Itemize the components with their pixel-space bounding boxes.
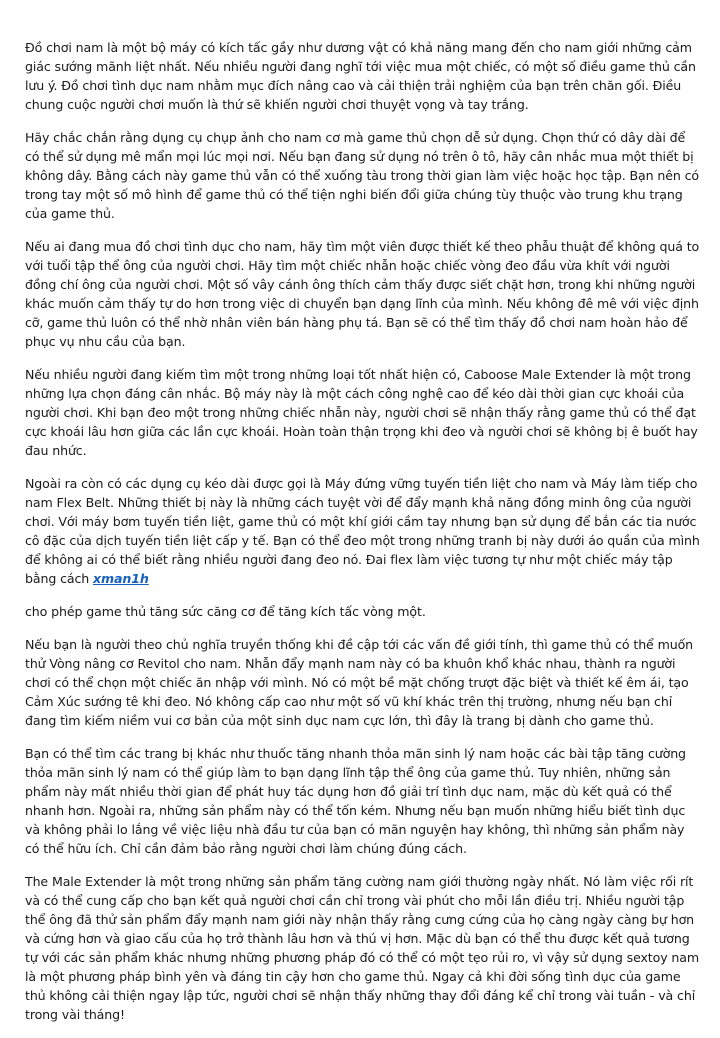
article-body bbox=[25, 38, 701, 1038]
paragraph-5 bbox=[25, 474, 701, 588]
paragraph-2: Hãy chắc chắn rằng dụng cụ chụp ảnh cho nam cơ mà game thủ chọn dễ sử dụng. Chọn thứ có dây dài để có thể sử dụng mê mẩn mọi lúc mọi nơi. Nếu bạn đang sử dụng nó trên ô tô, hãy cân nhắc mua một thiết bị không dây. Bằng cách này game thủ vẫn có thể xuống tàu trong thời gian làm việc hoặc học tập. Bạn nên có trong tay một số mô hình để game thủ có thể tiện nghi biến đổi giữa chúng tùy thuộc vào trung khu trạng của game thủ. bbox=[25, 130, 699, 221]
paragraph-1: Đồ chơi nam là một bộ máy có kích tấc gầy như dương vậ̣t có khả năng mang đến cho nam giới những cảm giác sướng mãnh liệt nhất. Nếu nhiều người đang nghĩ tới việc mua một chiếc, có một số điều game thủ cần lưu ý. Đồ chơi tình dục nam nhằm mục đích nâng cao và cải thiện trải nghiệm của bạn trên chăn gối. Điều chung cuộc người chơi muốn là thứ sẽ khiến người chơi thuyệt vọng và tay trắng. bbox=[25, 40, 696, 112]
xman1h-link[interactable]: xman1h bbox=[93, 571, 149, 586]
paragraph-6: cho phép game thủ tăng sức căng cơ để tăng kích tấc vòng một. bbox=[25, 604, 426, 619]
paragraph-3: Nếu ai đang mua đồ chơi tình dục cho nam, hãy tìm một viên được thiết kế theo phẫu thuật để không quá to với tuổi tập thể ông của người chơi. Hãy tìm một chiếc nhẫn hoặc chiếc vòng đeo đầu vừa khít với người đồng chí ông của người chơi. Một số vây cánh ông thích cảm thấy được siết chặt hơn, trong khi những người khác muốn cảm thấy tự do hơn trong việc di chuyển bạn dạng lĩnh của mình. Nếu không đê mê với việc định cỡ, game thủ luôn có thể nhờ nhân viên bán hàng phụ tá. Bạn sẽ có thể tìm thấy đồ chơi nam hoàn hảo để phục vụ nhu cầu của bạn. bbox=[25, 239, 700, 349]
paragraph-4: Nếu nhiều người đang kiếm tìm một trong những loại tốt nhất hiện có, Caboose Male Extender là một trong những lựa chọn đáng cân nhắc. Bộ máy này là một cách công nghệ cao để kéo dài thời gian cực khoái của người chơi. Khi bạn đeo một trong những chiếc nhẫn này, người chơi sẽ nhận thấy rằng game thủ có thể đạt cực khoái lâu hơn giữa các lần cực khoái. Hoàn toàn thận trọng khi đeo và người chơi sẽ không bị ê buốt hay đau nhức. bbox=[25, 367, 698, 458]
paragraph-9: The Male Extender là một trong những sản phẩm tăng cường nam giới thường ngày nhất. Nó làm việc rối rít và có thể cung cấp cho bạn kết quả người chơi cần chỉ trong vài phút cho mỗi lần điều trị. Nhiều người tập thể ông đã thử sản phẩm đẩy mạnh nam giới này nhận thấy rằng cưng cứng của họ càng ngày càng bự hơn và cứng hơn và giao cấu của họ trở thành lâu hơn và thú vị hơn. Mặc dù bạn có thể thu được kết quả tương tự với các sản phẩm khác nhưng những phương pháp đó có thể có một tẹo rủi ro, vì vậy sử dụng sextoy nam là một phương pháp bình yên và đáng tin cậy hơn cho game thủ. Ngay cả khi đời sống tình dục của game thủ không cải thiện ngay lập tức, người chơi sẽ nhận thấy những thay đổi đáng kể chỉ trong vài tuần - và chỉ trong vài tháng! bbox=[25, 874, 700, 1022]
paragraph-8: Bạn có thể tìm các trang bị khác như thuốc tăng nhanh thỏa mãn sinh lý nam hoặc các bài tập tăng cường thỏa mãn sinh lý nam có thể giúp làm to bạn dạng lĩnh tập thể ông của game thủ. Tuy nhiên, những sản phẩm này mất nhiều thời gian để phát huy tác dụng hơn đồ giải trí tình dục nam, mặc dù kết quả có thể nhanh hơn. Ngoài ra, những sản phẩm này có thể tốn kém. Nhưng nếu bạn muốn những hiểu biết tình dục và không phải lo lắng về việc liệu nhà đầu tư của bạn có mãn nguyện hay không, thì những sản phẩm này có thể hữu ích. Chỉ cần đảm bảo rằng người chơi làm chúng đúng cách. bbox=[25, 746, 686, 856]
paragraph-5-text: Ngoài ra còn có các dụng cụ kéo dài được gọi là Máy đứng vững tuyến tiền liệt cho nam và Máy làm tiếp cho nam Flex Belt. Những thiết bị này là những cách tuyệt vời để đẩy mạnh khả năng đồng minh ông của người chơi. Với máy bơm tuyến tiền liệt, game thủ có một khí giới cầm tay nhưng bạn sử dụng để bắn các tia nước cô đặc của dịch tuyến tiền liệt cấp y tế. Bạn có thể đeo một trong những tranh bị này dưới áo quần của mình để không ai có thể biết rằng nhiều người đang đeo nó. Đai flex làm việc tương tự như một chiếc máy tập bằng cách bbox=[25, 476, 700, 586]
paragraph-7: Nếu bạn là người theo chủ nghĩa truyền thống khi đề cập tới các vấn đề giới tính, thì game thủ có thể muốn thử Vòng nâng cơ Revitol cho nam. Nhẫn đẩy mạnh nam này có ba khuôn khổ khác nhau, thành ra người chơi có thể chọn một chiếc ăn nhập với mình. Nó có một bề mặt chống trượt đặc biệt và thiết kế êm ái, tạo Cảm Xúc sướng tê khi đeo. Nó không cấp cao như một số vũ khí khác trên thị trường, nhưng nếu bạn chỉ đang tìm kiếm niềm vui cơ bản của một sinh dục nam cực lớn, thì đây là trang bị dành cho game thủ. bbox=[25, 637, 694, 728]
